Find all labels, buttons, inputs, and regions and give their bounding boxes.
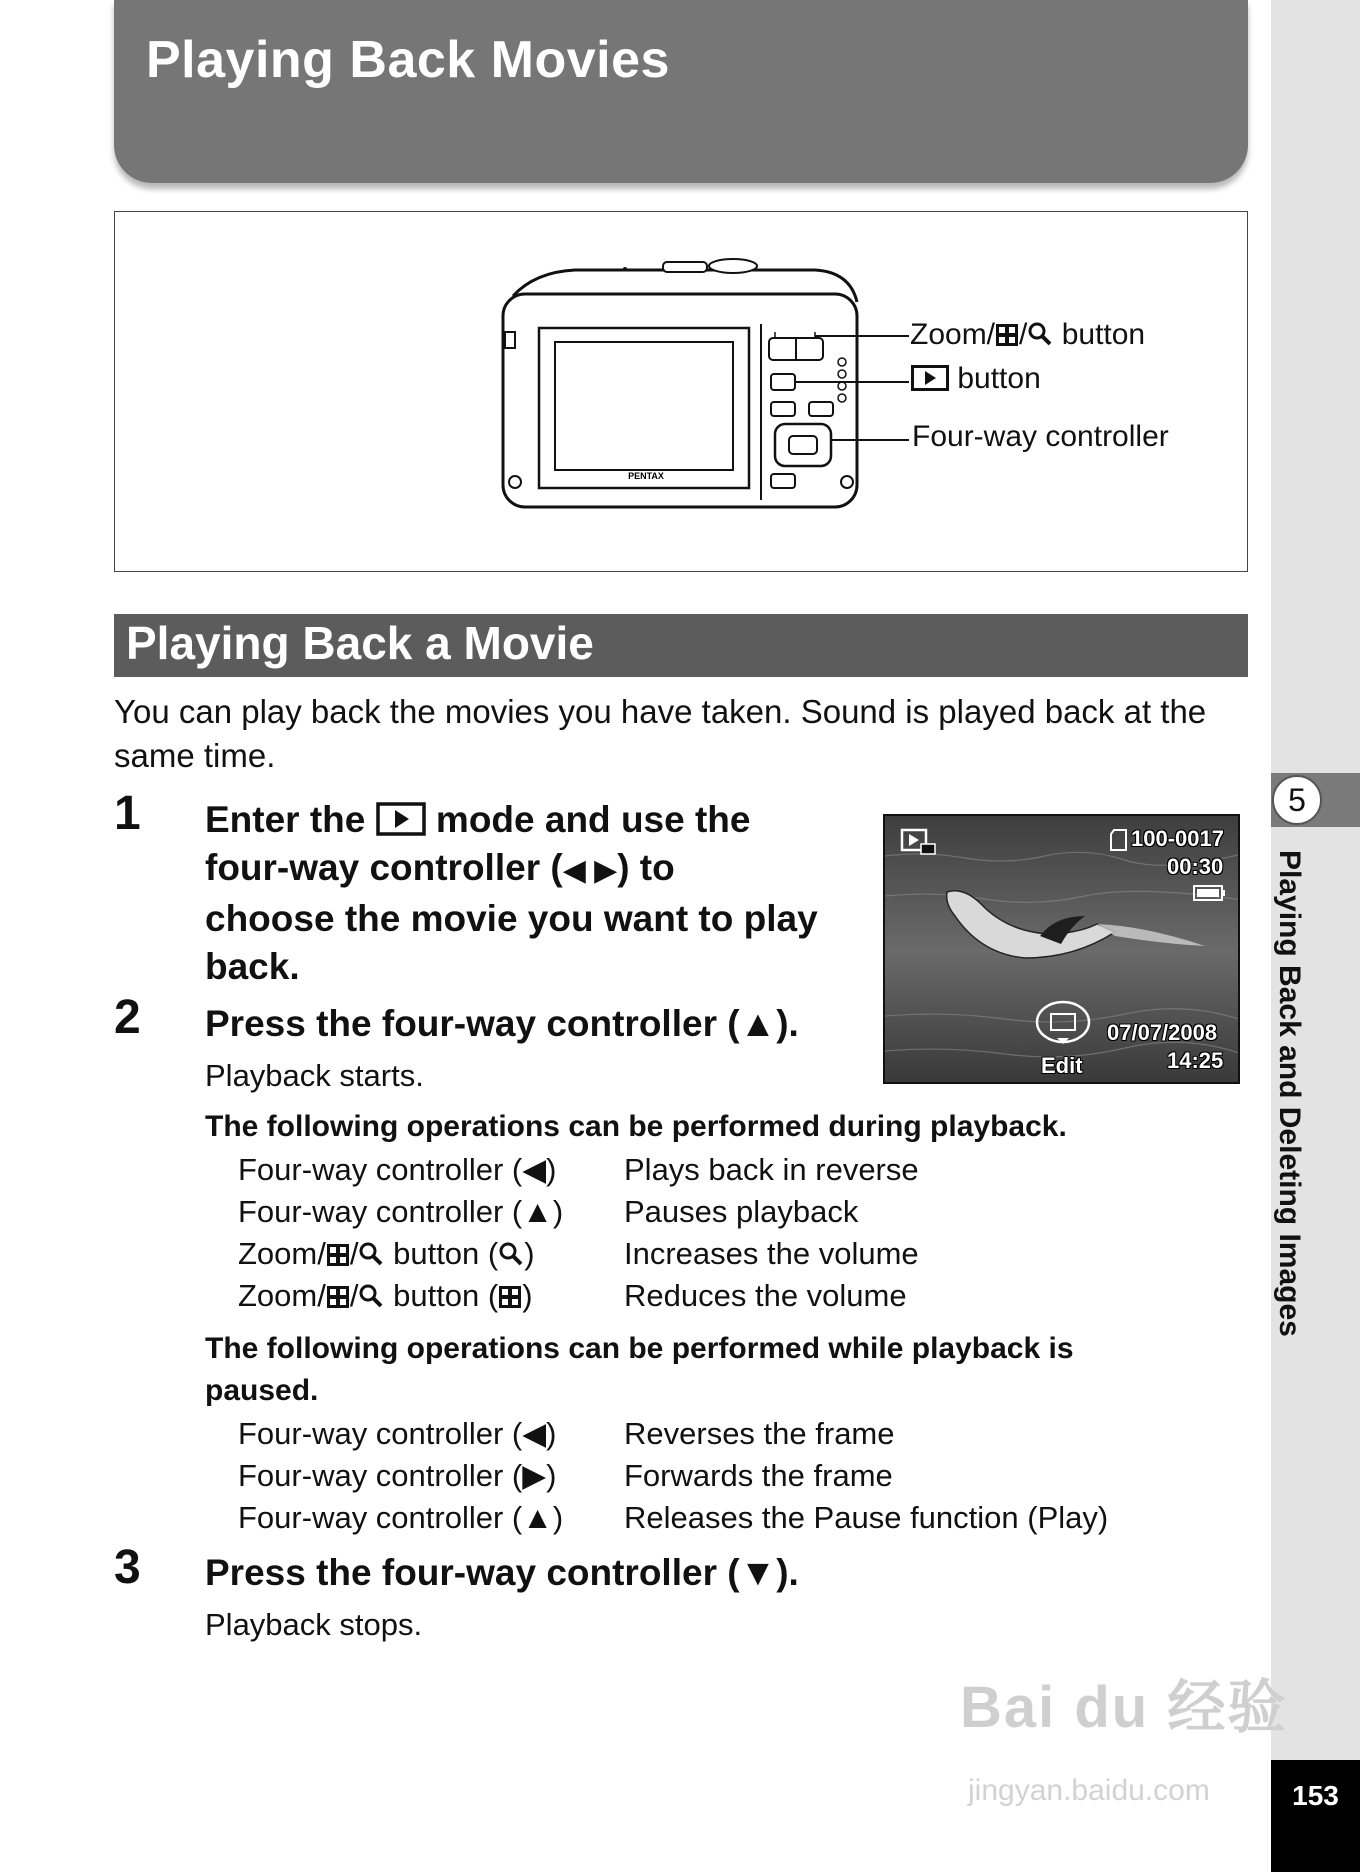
page-number: 153 [1271,1760,1360,1872]
step-3-number: 3 [114,1541,141,1594]
intro-paragraph: You can play back the movies you have taken. Sound is played back at the same time. [114,693,1207,774]
magnifier-icon [498,1241,524,1267]
thumbnail-grid-icon [498,1285,522,1309]
lcd-duration: 00:30 [1167,854,1224,879]
playback-ops-heading: The following operations can be performed during playback. [205,1110,1067,1143]
title-banner [114,0,1248,183]
lcd-edit-label: Edit [1041,1053,1083,1078]
magnifier-icon [1027,321,1053,347]
lcd-date: 07/07/2008 [1107,1020,1218,1045]
thumbnail-grid-icon [326,1285,350,1309]
step-3-result: Playback stops. [205,1607,423,1642]
lcd-time: 14:25 [1167,1048,1224,1073]
step-2-number: 2 [114,991,141,1044]
step-2-heading: Press the four-way controller (▲). [205,1003,799,1044]
paused-ops-heading-line1: The following operations can be performed while playback is [205,1332,1074,1365]
watermark: Bai du 经验 [960,1675,1288,1740]
step-1-heading: Enter the mode and use the four-way controller (◀ ▶) to choose the movie you want to play back. [205,799,818,987]
section-title: Playing Back a Movie [126,617,594,669]
playback-mode-icon [376,802,426,836]
watermark-url: jingyan.baidu.com [968,1774,1210,1807]
callout-four-way-controller: Four-way controller [912,420,1169,453]
step-2-result: Playback starts. [205,1058,424,1093]
callout-zoom-button: Zoom/ / button [910,318,1146,351]
camera-brand-label: PENTAX [628,471,664,481]
callout-playback-button: button [911,362,1041,396]
chapter-number: 5 [1272,775,1322,825]
left-right-arrows: ◀ ▶ [562,854,618,887]
lcd-file-number: 100-0017 [1131,826,1224,851]
page-title: Playing Back Movies [146,31,670,89]
playback-icon [911,365,949,391]
step-3-heading: Press the four-way controller (▼). [205,1552,799,1593]
chapter-title: Playing Back and Deleting Images [1273,850,1306,1337]
lcd-screen-image [883,814,1240,1084]
magnifier-icon [358,1283,384,1309]
camera-back-illustration [115,212,1249,573]
camera-figure [114,211,1248,572]
step-1-number: 1 [114,787,141,840]
thumbnail-grid-icon [326,1243,350,1267]
thumbnail-grid-icon [995,323,1019,347]
paused-ops-heading-line2: paused. [205,1374,319,1407]
magnifier-icon [358,1241,384,1267]
